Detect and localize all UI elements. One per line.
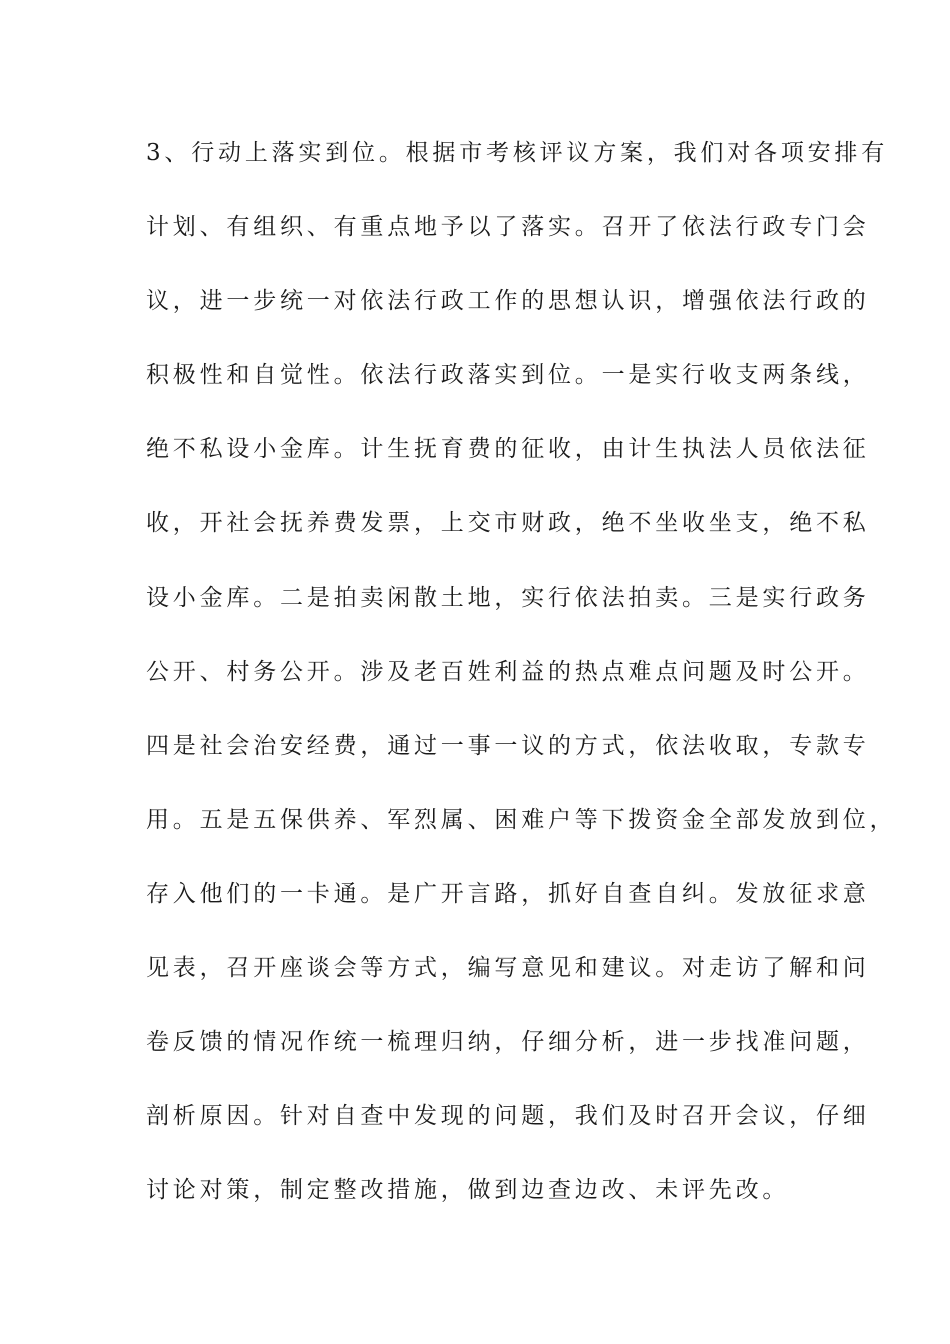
text-line-14: 剖析原因。针对自查中发现的问题，我们及时召开会议，仔细	[146, 1103, 870, 1130]
text-line-1: 3、行动上落实到位。根据市考核评议方案，我们对各项安排有	[146, 140, 889, 166]
text-line-11: 存入他们的一卡通。是广开言路，抓好自查自纠。发放征求意	[146, 880, 870, 907]
text-line-13: 卷反馈的情况作统一梳理归纳，仔细分析，进一步找准问题，	[146, 1029, 870, 1056]
text-line-3: 议，进一步统一对依法行政工作的思想认识，增强依法行政的	[146, 288, 870, 315]
text-line-8: 公开、村务公开。涉及老百姓利益的热点难点问题及时公开。	[146, 658, 870, 685]
text-line-6: 收，开社会抚养费发票，上交市财政，绝不坐收坐支，绝不私	[146, 510, 870, 537]
body-paragraph	[146, 130, 897, 1241]
text-line-12: 见表，召开座谈会等方式，编写意见和建议。对走访了解和问	[146, 955, 870, 982]
text-line-10: 用。五是五保供养、军烈属、困难户等下拨资金全部发放到位，	[146, 806, 897, 833]
text-line-4: 积极性和自觉性。依法行政落实到位。一是实行收支两条线，	[146, 362, 870, 389]
text-line-7: 设小金库。二是拍卖闲散土地，实行依法拍卖。三是实行政务	[146, 584, 870, 611]
text-line-2: 计划、有组织、有重点地予以了落实。召开了依法行政专门会	[146, 214, 870, 241]
text-line-9: 四是社会治安经费，通过一事一议的方式，依法收取，专款专	[146, 732, 870, 759]
text-line-15: 讨论对策，制定整改措施，做到边查边改、未评先改。	[146, 1177, 790, 1204]
text-line-5: 绝不私设小金库。计生抚育费的征收，由计生执法人员依法征	[146, 436, 870, 463]
